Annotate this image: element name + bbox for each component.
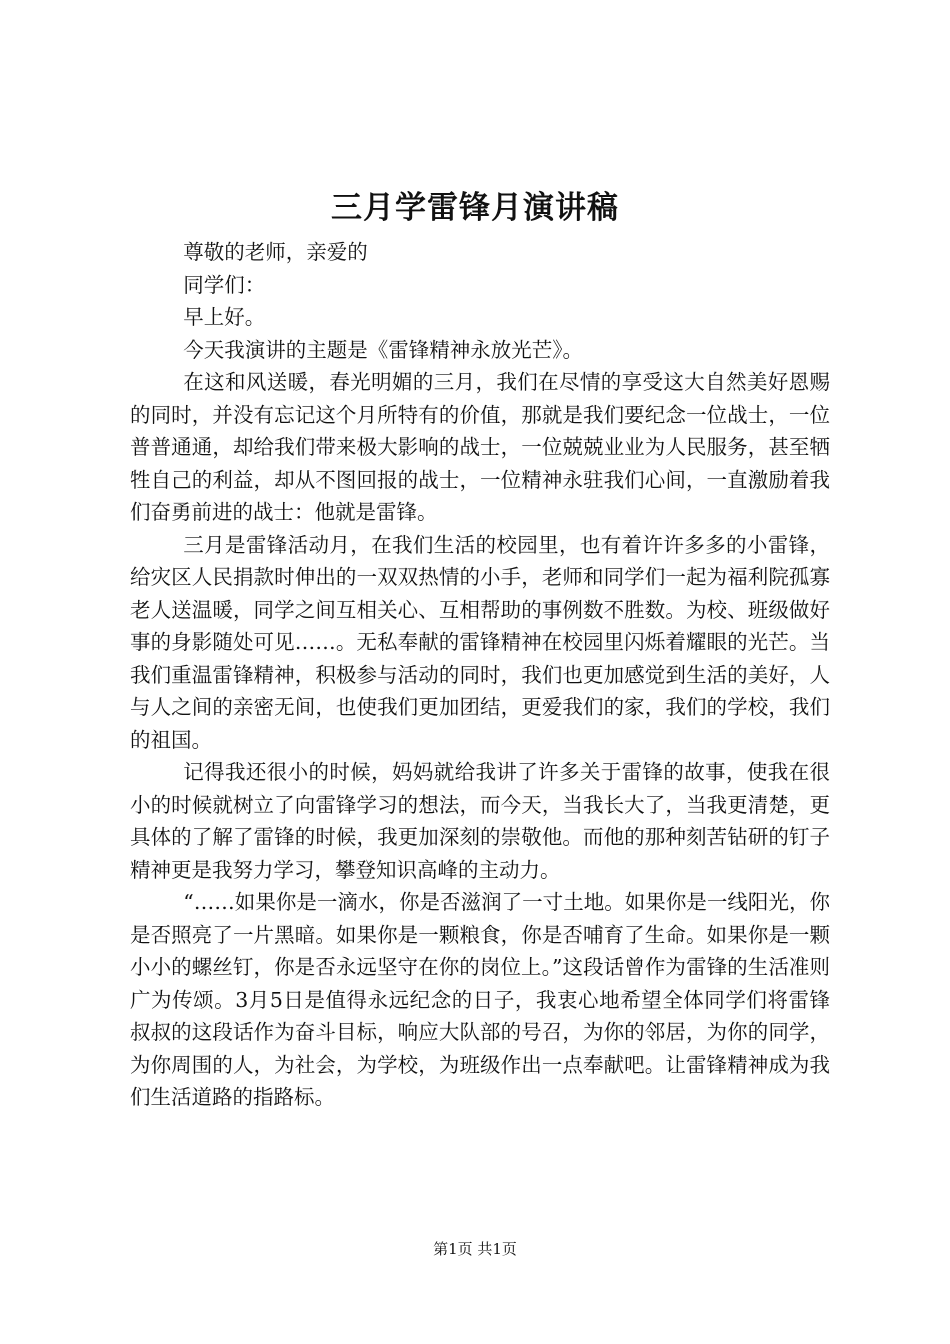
body-paragraph-1: 在这和风送暖，春光明媚的三月，我们在尽情的享受这大自然美好恩赐的同时，并没有忘记这个月所特有的价值，那就是我们要纪念一位战士，一位普普通通，却给我们带来极大影响的战士，一位兢兢业业为人民服务，甚至牺牲自己的利益，却从不图回报的战士，一位精神永驻我们心间，一直激励着我们奋勇前进的战士：他就是雷锋。 xyxy=(130,370,830,524)
topic-paragraph: 今天我演讲的主题是《雷锋精神永放光芒》。 xyxy=(183,337,584,362)
body-paragraph-3: 记得我还很小的时候，妈妈就给我讲了许多关于雷锋的故事，使我在很小的时候就树立了向雷锋学习的想法，而今天，当我长大了，当我更清楚，更具体的了解了雷锋的时候，我更加深刻的崇敬他。而他的那种刻苦钻研的钉子精神更是我努力学习，攀登知识高峰的主动力。 xyxy=(130,760,830,882)
greeting-line: 早上好。 xyxy=(183,305,266,329)
body-paragraph-2: 三月是雷锋活动月，在我们生活的校园里，也有着许许多多的小雷锋，给灾区人民捐款时伸出的一双双热情的小手，老师和同学们一起为福利院孤寡老人送温暖，同学之间互相关心、互相帮助的事例数不胜数。为校、班级做好事的身影随处可见……。无私奉献的雷锋精神在校园里闪烁着耀眼的光芒。当我们重温雷锋精神，积极参与活动的同时，我们也更加感觉到生活的美好，人与人之间的亲密无间，也使我们更加团结，更爱我们的家，我们的学校，我们的祖国。 xyxy=(130,532,830,752)
document-title: 三月学雷锋月演讲稿 xyxy=(331,190,619,226)
salutation-line-1: 尊敬的老师，亲爱的 xyxy=(183,240,368,264)
page-footer: 第1页 共1页 xyxy=(433,1240,517,1258)
document-body xyxy=(130,236,830,1114)
salutation-line-2: 同学们： xyxy=(183,272,266,297)
body-paragraph-4: “……如果你是一滴水，你是否滋润了一寸土地。如果你是一线阳光，你是否照亮了一片黑暗。如果你是一颗粮食，你是否哺育了生命。如果你是一颗小小的螺丝钉，你是否永远坚守在你的岗位上。”这段话曾作为雷锋的生活准则广为传颂。3月5日是值得永远纪念的日子，我衷心地希望全体同学们将雷锋叔叔的这段话作为奋斗目标，响应大队部的号召，为你的邻居，为你的同学，为你周围的人，为社会，为学校，为班级作出一点奉献吧。让雷锋精神成为我们生活道路的指路标。 xyxy=(130,890,830,1109)
